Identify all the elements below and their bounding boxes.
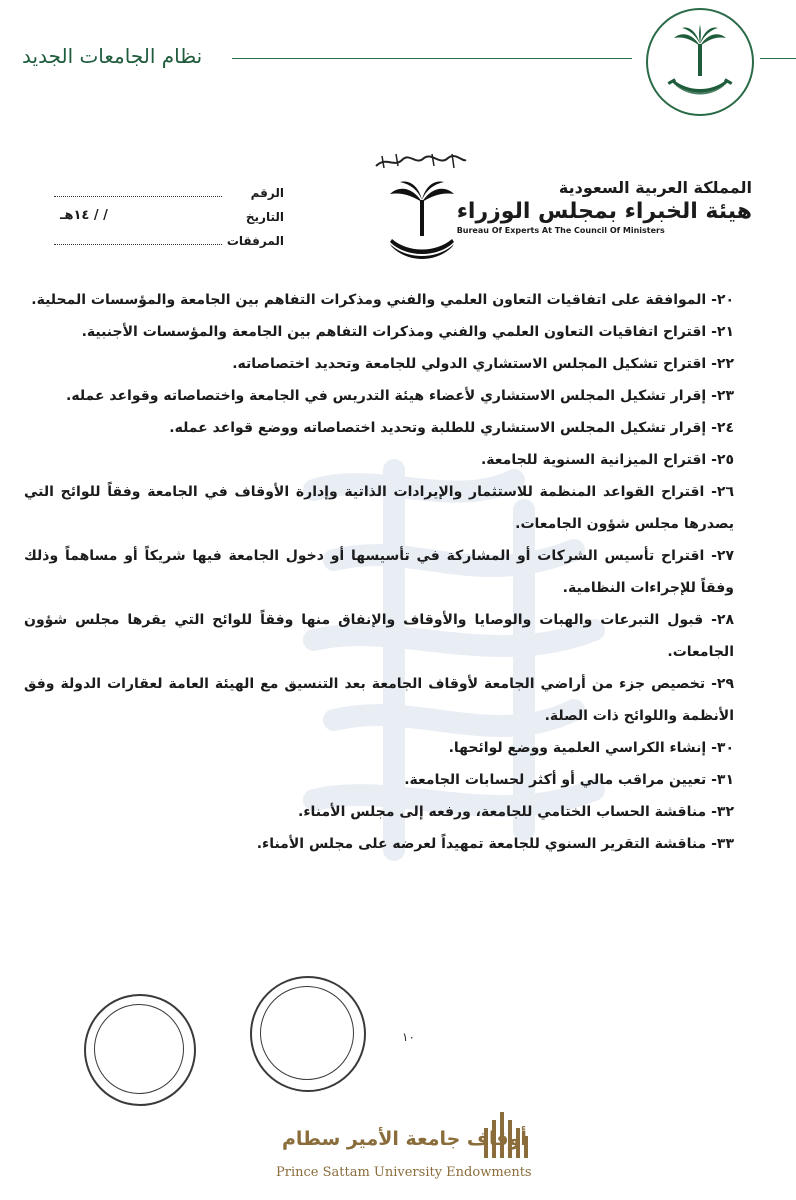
official-seal-stamp-icon (250, 976, 366, 1092)
list-item: ٣٣- مناقشة التقرير السنوي للجامعة تمهيداً لعرضه على مجلس الأمناء. (256, 836, 734, 852)
footer-name-arabic: أوقاف جامعة الأمير سطام (282, 1128, 527, 1150)
saudi-emblem-icon (646, 8, 754, 116)
header-divider (232, 58, 632, 59)
list-item: ٢٦- اقتراح القواعد المنظمة للاستثمار والإيرادات الذاتية وإدارة الأوقاف في الجامعة وفقاً للوائح التي يصدرها مجلس شؤون الجامعات. (24, 484, 734, 532)
date-row (54, 210, 284, 234)
scanned-document (24, 130, 772, 1060)
attachments-row (54, 234, 284, 258)
list-item: ٢٠- الموافقة على اتفاقيات التعاون العلمي والفني ومذكرات التفاهم بين الجامعة والمؤسسات المحلية. (31, 292, 734, 308)
date-label: التاريخ (245, 210, 284, 224)
bureau-name-arabic: هيئة الخبراء بمجلس الوزراء (456, 199, 752, 224)
official-seal-stamp-icon (84, 994, 196, 1106)
list-item: ٣٠- إنشاء الكراسي العلمية ووضع لوائحها. (448, 740, 734, 756)
reference-label: الرقم (250, 186, 284, 200)
reference-line (54, 196, 222, 197)
list-item: ٢٩- تخصيص جزء من أراضي الجامعة لأوقاف الجامعة بعد التنسيق مع الهيئة العامة لعقارات الدولة وفق الأنظمة واللوائح ذات الصلة. (24, 676, 734, 724)
footer-logo (276, 1110, 536, 1190)
list-item: ٢١- اقتراح اتفاقيات التعاون العلمي والفني ومذكرات التفاهم بين الجامعة والمؤسسات الأجنبية. (81, 324, 734, 340)
palm-swords-emblem-icon (382, 176, 462, 266)
header-title: نظام الجامعات الجديد (22, 44, 203, 68)
reference-row (54, 186, 284, 210)
seal-inner-ring (94, 1004, 184, 1094)
footer-name-english: Prince Sattam University Endowments (276, 1165, 532, 1180)
basmala-calligraphy-icon (372, 148, 468, 172)
list-item: ٢٢- اقتراح تشكيل المجلس الاستشاري الدولي للجامعة وتحديد اختصاصاته. (232, 356, 734, 372)
page-header (0, 0, 796, 120)
attachments-line (54, 244, 222, 245)
date-value: / / ١٤هـ (60, 208, 108, 223)
seal-inner-ring (260, 986, 354, 1080)
attachments-label: المرفقات (226, 234, 284, 248)
bureau-name-english: Bureau Of Experts At The Council Of Ministers (456, 226, 665, 235)
list-item: ٢٣- إقرار تشكيل المجلس الاستشاري لأعضاء هيئة التدريس في الجامعة واختصاصاته وقواعد عمله. (66, 388, 734, 404)
page-number: ١٠ (402, 1030, 415, 1044)
list-item: ٢٤- إقرار تشكيل المجلس الاستشاري للطلبة وتحديد اختصاصاته ووضع قواعد عمله. (169, 420, 734, 436)
regulation-text (24, 284, 742, 860)
list-item: ٢٨- قبول التبرعات والهبات والوصايا والأوقاف والإنفاق منها وفقاً للوائح التي يقرها مجلس شؤون الجامعات. (24, 612, 734, 660)
list-item: ٣٢- مناقشة الحساب الختامي للجامعة، ورفعه إلى مجلس الأمناء. (298, 804, 734, 820)
list-item: ٢٧- اقتراح تأسيس الشركات أو المشاركة في تأسيسها أو دخول الجامعة فيها شريكاً أو مساهماً وذلك وفقاً للإجراءات النظامية. (24, 548, 734, 596)
list-item: ٢٥- اقتراح الميزانية السنوية للجامعة. (480, 452, 734, 468)
kingdom-name: المملكة العربية السعودية (558, 178, 752, 197)
document-metadata (54, 186, 284, 258)
bureau-letterhead (457, 178, 752, 235)
header-divider-right (760, 58, 796, 59)
list-item: ٣١- تعيين مراقب مالي أو أكثر لحسابات الجامعة. (404, 772, 734, 788)
